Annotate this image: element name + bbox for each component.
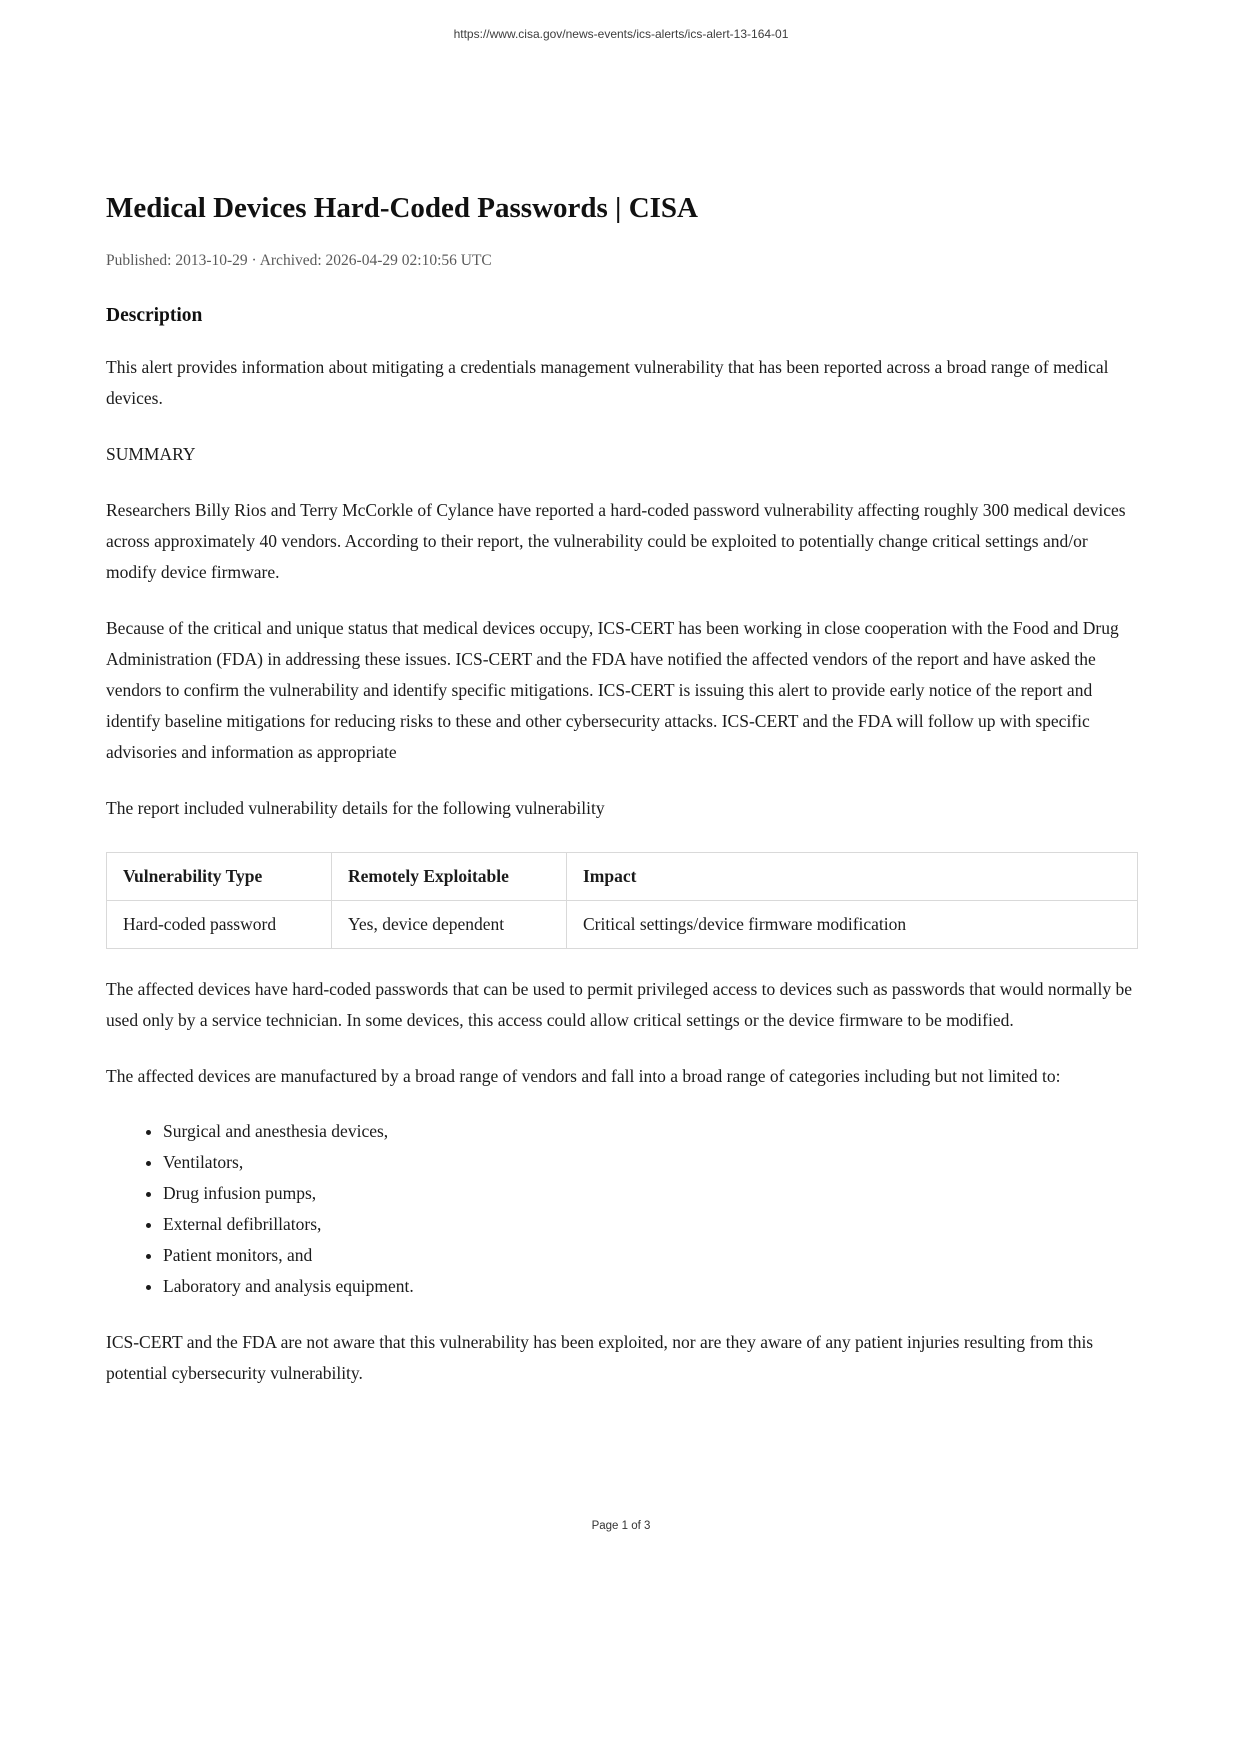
table-cell-remotely-exploitable: Yes, device dependent (332, 901, 567, 949)
summary-paragraph-2: Because of the critical and unique status that medical devices occupy, ICS-CERT has been working in close cooperation with the Food and Drug Administration (FDA) in addressing these issues. ICS-CERT and the FDA have notified the affected vendors of the report and have asked the vendors to confirm the vulnerability and identify specific mitigations. ICS-CERT is issuing this alert to provide early notice of the report and identify baseline mitigations for reducing risks to these and other cybersecurity attacks. ICS-CERT and the FDA will follow up with specific advisories and information as appropriate (106, 618, 1119, 763)
page-title: Medical Devices Hard-Coded Passwords | CISA (106, 192, 698, 224)
table-header-impact: Impact (567, 853, 1138, 901)
summary-label: SUMMARY (106, 444, 196, 465)
table-header-vulnerability-type: Vulnerability Type (107, 853, 332, 901)
list-item: • Laboratory and analysis equipment. (163, 1271, 1138, 1302)
table-cell-vulnerability-type: Hard-coded password (107, 901, 332, 949)
published-archived-meta: Published: 2013-10-29 · Archived: 2026-04-29 02:10:56 UTC (106, 252, 492, 270)
list-item: • Ventilators, (163, 1147, 1138, 1178)
table-cell-impact: Critical settings/device firmware modification (567, 901, 1138, 949)
categories-lead-paragraph: The affected devices are manufactured by a broad range of vendors and fall into a broad range of categories including but not limited to: (106, 1066, 1061, 1087)
list-item: • Surgical and anesthesia devices, (163, 1116, 1138, 1147)
closing-paragraph: ICS-CERT and the FDA are not aware that this vulnerability has been exploited, nor are they aware of any patient injuries resulting from this potential cybersecurity vulnerability. (106, 1332, 1094, 1384)
list-item: • External defibrillators, (163, 1209, 1138, 1240)
device-categories-list (106, 1116, 1138, 1302)
table-header-row (107, 853, 1138, 901)
intro-paragraph: This alert provides information about mitigating a credentials management vulnerability that has been reported across a broad range of medical devices. (106, 357, 1109, 409)
affected-devices-paragraph: The affected devices have hard-coded passwords that can be used to permit privileged access to devices such as passwords that would normally be used only by a service technician. In some devices, this access could allow critical settings or the device firmware to be modified. (106, 979, 1133, 1031)
table-row (107, 901, 1138, 949)
list-item: • Patient monitors, and (163, 1240, 1138, 1271)
document-body (106, 0, 1138, 1389)
page-number-footer: Page 1 of 3 (591, 1520, 651, 1532)
list-item: • Drug infusion pumps, (163, 1178, 1138, 1209)
summary-paragraph-1: Researchers Billy Rios and Terry McCorkle of Cylance have reported a hard-coded password vulnerability affecting roughly 300 medical devices across approximately 40 vendors. According to their report, the vulnerability could be exploited to potentially change critical settings and/or modify device firmware. (106, 500, 1126, 583)
description-heading: Description (106, 305, 203, 327)
table-lead-paragraph: The report included vulnerability details for the following vulnerability (106, 798, 605, 819)
table-header-remotely-exploitable: Remotely Exploitable (332, 853, 567, 901)
document-url-header: https://www.cisa.gov/news-events/ics-alerts/ics-alert-13-164-01 (453, 27, 789, 41)
vulnerability-table (106, 852, 1138, 949)
